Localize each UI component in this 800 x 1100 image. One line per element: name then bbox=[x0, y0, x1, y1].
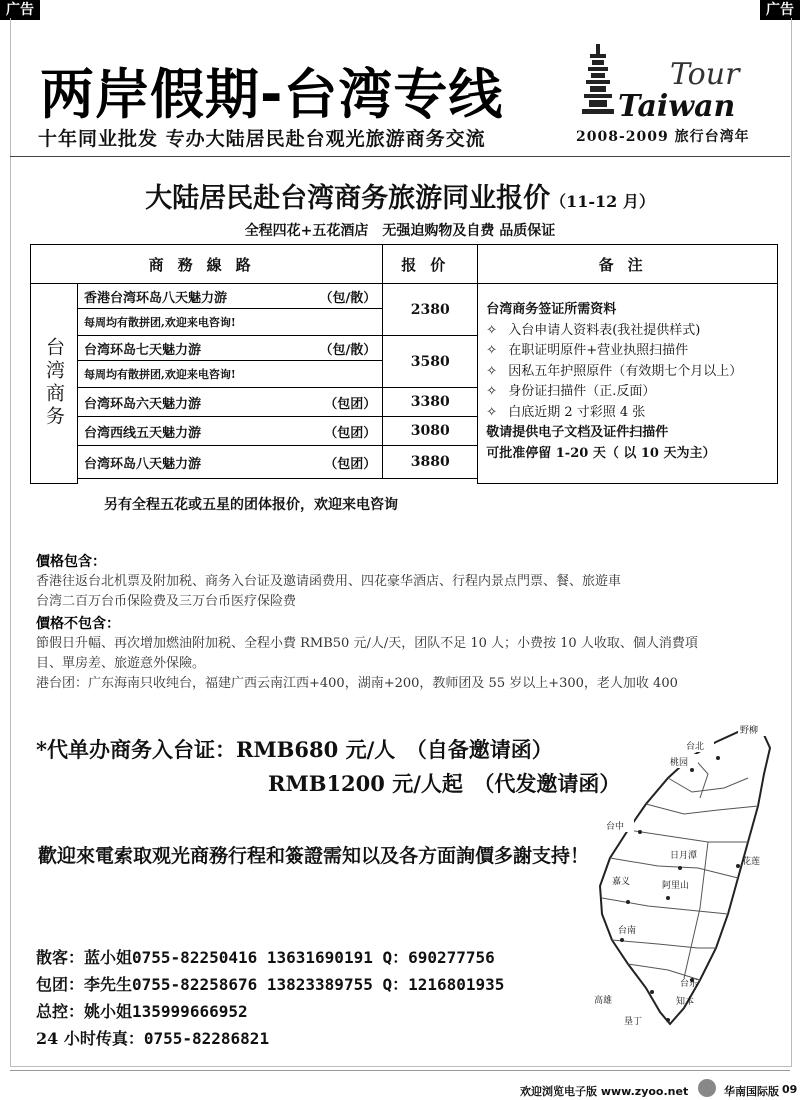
route-price: 2380 bbox=[383, 284, 478, 336]
price-excluded bbox=[36, 614, 698, 694]
notes-item: ✧ 入台申请人资料表(我社提供样式) bbox=[486, 322, 701, 338]
quote-features: 全程四花+五花酒店 无强迫购物及自费 品质保证 bbox=[244, 223, 556, 239]
route-name: 台湾环岛八天魅力游 （包团） bbox=[78, 446, 383, 479]
map-label: 高雄 bbox=[594, 996, 613, 1006]
table-header-row bbox=[31, 245, 778, 284]
notes-item: ✧ 在职证明原件+营业执照扫描件 bbox=[486, 343, 689, 358]
header-divider bbox=[10, 156, 790, 157]
notes-item: ✧ 白底近期 2 寸彩照 4 张 bbox=[486, 404, 646, 420]
route-note: 每周均有散拼团,欢迎来电咨询! bbox=[78, 309, 383, 336]
region-cell: 台湾商务 bbox=[31, 284, 78, 484]
notes-footer: 敬请提供电子文档及证件扫描件 bbox=[486, 425, 669, 440]
map-label: 台南 bbox=[618, 926, 637, 936]
logo-taiwan-text: Taiwan bbox=[618, 89, 736, 124]
quote-title-text: 大陆居民赴台湾商务旅游同业报价 bbox=[145, 183, 551, 214]
route-price-table bbox=[30, 244, 778, 484]
route-note: 每周均有散拼团,欢迎来电咨询! bbox=[78, 361, 383, 388]
included-line: 香港往返台北机票及附加税、商务入台证及邀请函费用、四花豪华酒店、行程内景点門票、餐、旅遊車 bbox=[36, 574, 622, 589]
price-included bbox=[36, 552, 621, 612]
route-price: 3080 bbox=[383, 417, 478, 446]
footer-badge-icon bbox=[698, 1079, 716, 1097]
map-label: 桃园 bbox=[670, 758, 689, 768]
visa-price-line2: RMB1200 元/人起 （代发邀请函） bbox=[268, 771, 621, 796]
quote-period: （11-12 月） bbox=[550, 192, 655, 211]
map-label: 知本 bbox=[676, 997, 695, 1007]
route-name: 台湾西线五天魅力游 （包团） bbox=[78, 417, 383, 446]
route-name: 台湾环岛七天魅力游 （包/散） bbox=[78, 336, 383, 361]
corner-tag-left: 广告 bbox=[0, 0, 40, 20]
page-number: 09 bbox=[782, 1083, 798, 1096]
excluded-title: 價格不包含： bbox=[36, 616, 120, 632]
welcome-text: 歡迎來電索取观光商務行程和簽證需知以及各方面詢價多謝支持！ bbox=[38, 845, 590, 867]
contact-row: 24 小时传真：0755-82286821 bbox=[36, 1029, 270, 1048]
map-label: 花莲 bbox=[742, 857, 761, 867]
route-name: 香港台湾环岛八天魅力游 （包/散） bbox=[78, 284, 383, 309]
header-route: 商務線路 bbox=[31, 245, 383, 284]
footer-site[interactable]: 欢迎浏览电子版 www.zyoo.net bbox=[520, 1085, 689, 1098]
header-notes: 备注 bbox=[478, 245, 778, 284]
notes-cell bbox=[478, 284, 778, 484]
notes-item: ✧ 身份证扫描件（正.反面） bbox=[486, 384, 656, 399]
corner-tag-right: 广告 bbox=[760, 0, 800, 20]
contact-row: 散客：蓝小姐0755-82250416 13631690191 Q：690277756 bbox=[36, 948, 495, 967]
taiwan-map bbox=[588, 718, 788, 1038]
map-label: 垦丁 bbox=[624, 1017, 643, 1027]
map-label: 台中 bbox=[606, 822, 625, 832]
included-line: 台湾二百万台币保险费及三万台币医疗保险费 bbox=[36, 594, 297, 609]
route-name: 台湾环岛六天魅力游 （包团） bbox=[78, 388, 383, 417]
page-subtitle: 十年同业批发 专办大陆居民赴台观光旅游商务交流 bbox=[38, 128, 486, 150]
map-label: 日月潭 bbox=[670, 851, 698, 861]
notes-item: ✧ 因私五年护照原件（有效期七个月以上） bbox=[486, 363, 743, 379]
visa-price-line1: *代单办商务入台证：RMB680 元/人 （自备邀请函） bbox=[36, 737, 553, 762]
map-label: 阿里山 bbox=[662, 881, 690, 891]
table-row bbox=[31, 284, 778, 309]
map-label: 台北 bbox=[686, 742, 705, 752]
map-label: 野柳 bbox=[740, 726, 759, 736]
footer-divider bbox=[10, 1070, 790, 1071]
contact-list bbox=[36, 944, 504, 1052]
map-label: 嘉义 bbox=[612, 877, 631, 887]
page-title: 两岸假期-台湾专线 bbox=[40, 63, 504, 126]
footer-brand: 华南国际版 bbox=[724, 1085, 779, 1098]
excluded-line: 目、單房差、旅遊意外保險。 bbox=[36, 656, 206, 671]
pagoda-icon bbox=[582, 44, 614, 114]
excluded-line: 港台团：广东海南只收纯台，福建广西云南江西+400，湖南+200，教师团及 55 岁以上+300，老人加收 400 bbox=[36, 676, 678, 691]
logo-year: 2008-2009 旅行台湾年 bbox=[576, 129, 750, 145]
route-price: 3580 bbox=[383, 336, 478, 388]
notes-footer: 可批准停留 1-20 天（ 以 10 天为主） bbox=[486, 445, 716, 461]
excluded-line: 節假日升幅、再次增加燃油附加税、全程小費 RMB50 元/人/天，团队不足 10 人；小费按 10 人收取、個人消費項 bbox=[36, 636, 698, 651]
included-title: 價格包含： bbox=[36, 554, 106, 570]
quote-title bbox=[0, 176, 800, 215]
map-label: 台东 bbox=[680, 979, 699, 989]
contact-row: 包团：李先生0755-82258676 13823389755 Q：1216801935 bbox=[36, 975, 505, 994]
logo-tour-text: Tour bbox=[670, 57, 740, 92]
more-info: 另有全程五花或五星的团体报价，欢迎来电咨询 bbox=[104, 497, 398, 513]
notes-title: 台湾商务签证所需资料 bbox=[486, 302, 617, 317]
header-price: 报价 bbox=[383, 245, 478, 284]
contact-row: 总控：姚小姐135999666952 bbox=[36, 1002, 248, 1021]
route-price: 3380 bbox=[383, 388, 478, 417]
route-price: 3880 bbox=[383, 446, 478, 479]
